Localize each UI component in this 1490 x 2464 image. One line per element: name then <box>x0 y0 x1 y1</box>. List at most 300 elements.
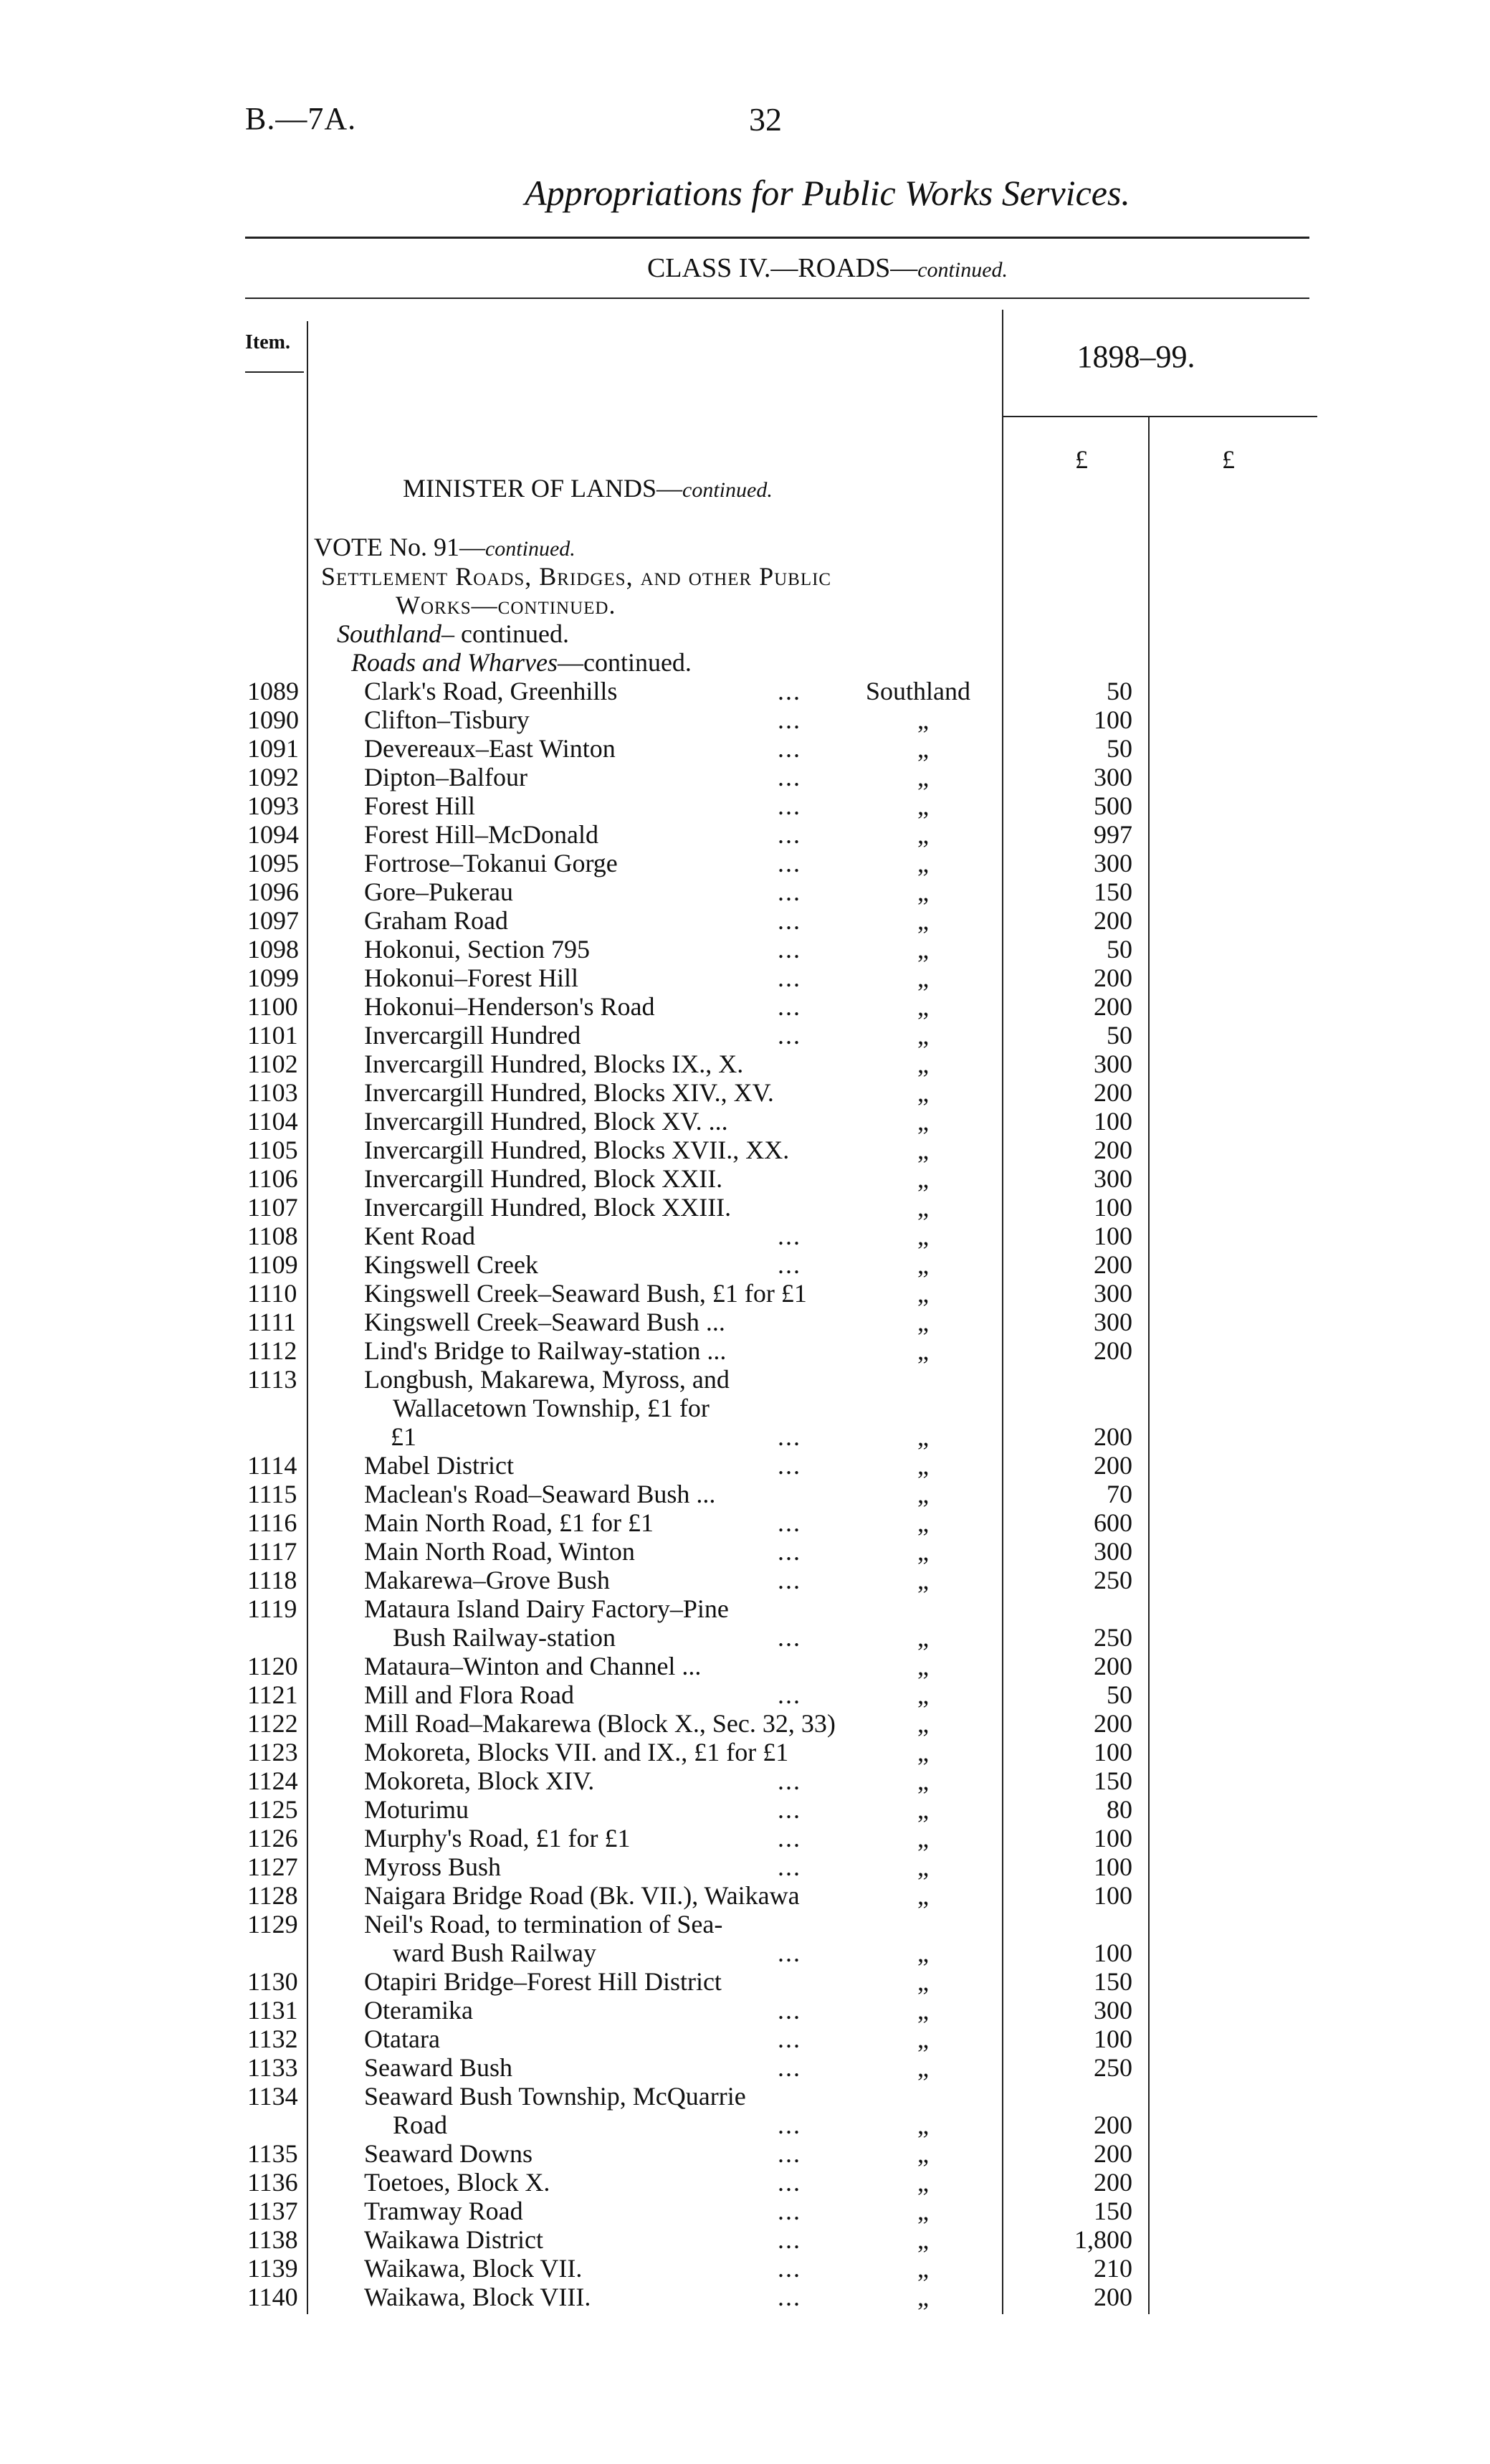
amount-value: 50 <box>1107 734 1132 763</box>
amount-value: 300 <box>1094 1308 1132 1336</box>
item-number: 1110 <box>247 1279 297 1308</box>
item-description-continuation: Road <box>393 2111 447 2139</box>
amount-value: 80 <box>1107 1795 1132 1824</box>
ditto-mark: „ <box>917 1996 929 2025</box>
row-values <box>0 1652 1490 1680</box>
minister-heading-suffix: continued. <box>682 478 773 502</box>
item-description: Kingswell Creek–Seaward Bush, £1 for £1 <box>364 1279 807 1308</box>
row-values <box>0 734 1490 763</box>
ditto-mark: „ <box>917 1222 929 1250</box>
row-values <box>0 1222 1490 1250</box>
item-number: 1136 <box>247 2168 298 2197</box>
row-values <box>0 1537 1490 1566</box>
amount-value: 100 <box>1094 705 1132 734</box>
item-number: 1126 <box>247 1824 298 1852</box>
amount-value: 200 <box>1094 1078 1132 1107</box>
item-description: Oteramika <box>364 1996 473 2025</box>
item-description: Naigara Bridge Road (Bk. VII.), Waikawa <box>364 1881 800 1910</box>
ditto-mark: „ <box>917 1852 929 1881</box>
row-values <box>0 1021 1490 1050</box>
item-description: Invercargill Hundred, Blocks XIV., XV. <box>364 1078 774 1107</box>
row-values <box>0 1451 1490 1480</box>
ditto-mark: „ <box>917 2053 929 2082</box>
amount-value: 150 <box>1094 1967 1132 1996</box>
row-values <box>0 877 1490 906</box>
district-name: Southland <box>337 619 442 648</box>
ditto-mark: „ <box>917 2111 929 2139</box>
item-number: 1096 <box>247 877 299 906</box>
leader-dots: ... <box>778 2111 801 2139</box>
row-values <box>0 1107 1490 1136</box>
ditto-mark: „ <box>917 1250 929 1279</box>
amount-value: 200 <box>1094 1136 1132 1164</box>
item-description: Hokonui, Section 795 <box>364 935 590 964</box>
class-title-main: CLASS IV.—ROADS— <box>646 253 918 283</box>
amount-value: 50 <box>1107 1680 1132 1709</box>
row-values <box>0 820 1490 849</box>
item-number: 1140 <box>247 2283 298 2311</box>
amount-value: 200 <box>1094 1336 1132 1365</box>
amount-value: 100 <box>1094 1881 1132 1910</box>
amount-value: 100 <box>1094 1193 1132 1222</box>
minister-heading-main: MINISTER OF LANDS— <box>403 474 683 503</box>
ditto-mark: „ <box>917 1164 929 1193</box>
amount-value: 997 <box>1094 820 1132 849</box>
amount-value: 100 <box>1094 1852 1132 1881</box>
leader-dots: ... <box>778 1766 801 1795</box>
amount-value: 70 <box>1107 1480 1132 1508</box>
table-row <box>0 1910 1490 1939</box>
class-title <box>0 252 1490 284</box>
ditto-mark: „ <box>917 791 929 820</box>
row-values <box>0 1795 1490 1824</box>
subsection-heading <box>351 648 692 677</box>
leader-dots: ... <box>778 2168 801 2197</box>
item-description: Graham Road <box>364 906 508 935</box>
amount-value: 300 <box>1094 1279 1132 1308</box>
ditto-mark: „ <box>917 1738 929 1766</box>
row-values <box>0 1939 1490 1967</box>
row-values <box>0 1136 1490 1164</box>
amount-value: 200 <box>1094 2168 1132 2197</box>
item-description: Kingswell Creek <box>364 1250 538 1279</box>
section-heading-line2: Works—continued. <box>396 591 616 619</box>
leader-dots: ... <box>778 1021 801 1050</box>
leader-dots: ... <box>778 849 801 877</box>
item-description-continuation: Wallacetown Township, £1 for <box>393 1394 710 1422</box>
amount-value: 50 <box>1107 935 1132 964</box>
item-number: 1120 <box>247 1652 298 1680</box>
ditto-mark: „ <box>917 849 929 877</box>
district-heading <box>337 619 569 648</box>
item-description: Devereaux–East Winton <box>364 734 616 763</box>
ditto-mark: „ <box>917 2225 929 2254</box>
row-values <box>0 1250 1490 1279</box>
row-values <box>0 1766 1490 1795</box>
row-values <box>0 964 1490 992</box>
item-description: Invercargill Hundred, Blocks IX., X. <box>364 1050 744 1078</box>
item-number: 1128 <box>247 1881 298 1910</box>
item-number: 1127 <box>247 1852 298 1881</box>
section-heading-line1: Settlement Roads, Bridges, and other Public <box>321 562 832 591</box>
page-number: 32 <box>749 101 782 138</box>
item-number: 1097 <box>247 906 299 935</box>
row-values <box>0 1164 1490 1193</box>
item-description-continuation: Bush Railway-station <box>393 1623 616 1652</box>
row-values <box>0 1279 1490 1308</box>
item-description: Invercargill Hundred, Block XXII. <box>364 1164 723 1193</box>
item-number: 1137 <box>247 2197 298 2225</box>
amount-value: 200 <box>1094 906 1132 935</box>
year-column-header: 1898–99. <box>1076 339 1195 374</box>
leader-dots: ... <box>778 763 801 791</box>
ditto-mark: „ <box>917 1537 929 1566</box>
item-description: Invercargill Hundred, Blocks XVII., XX. <box>364 1136 790 1164</box>
leader-dots: ... <box>778 1795 801 1824</box>
item-description: Longbush, Makarewa, Myross, and <box>364 1365 730 1394</box>
ditto-mark: „ <box>917 1795 929 1824</box>
item-number: 1124 <box>247 1766 298 1795</box>
item-number: 1135 <box>247 2139 298 2168</box>
ditto-mark: „ <box>917 964 929 992</box>
leader-dots: ... <box>778 935 801 964</box>
leader-dots: ... <box>778 906 801 935</box>
item-number: 1118 <box>247 1566 297 1594</box>
row-values <box>0 849 1490 877</box>
ditto-mark: „ <box>917 1680 929 1709</box>
row-values <box>0 2053 1490 2082</box>
item-number: 1090 <box>247 705 299 734</box>
subsection-suffix: —continued. <box>557 648 692 677</box>
row-values <box>0 1480 1490 1508</box>
item-number: 1108 <box>247 1222 298 1250</box>
item-number: 1138 <box>247 2225 298 2254</box>
item-description: Seaward Downs <box>364 2139 533 2168</box>
item-description: Main North Road, Winton <box>364 1537 635 1566</box>
row-values <box>0 1193 1490 1222</box>
leader-dots: ... <box>778 1824 801 1852</box>
row-values <box>0 1422 1490 1451</box>
amount-value: 300 <box>1094 849 1132 877</box>
row-values <box>0 2283 1490 2311</box>
ditto-mark: „ <box>917 2283 929 2311</box>
leader-dots: ... <box>778 2225 801 2254</box>
item-number: 1133 <box>247 2053 298 2082</box>
item-description: Murphy's Road, £1 for £1 <box>364 1824 631 1852</box>
amount-value: 100 <box>1094 1107 1132 1136</box>
minister-heading <box>403 473 773 503</box>
leader-dots: ... <box>778 877 801 906</box>
item-number: 1114 <box>247 1451 297 1480</box>
ditto-mark: „ <box>917 1451 929 1480</box>
item-description: Mill Road–Makarewa (Block X., Sec. 32, 33) <box>364 1709 836 1738</box>
ditto-mark: „ <box>917 1050 929 1078</box>
item-number: 1139 <box>247 2254 298 2283</box>
row-values <box>0 1852 1490 1881</box>
row-values <box>0 1996 1490 2025</box>
amount-value: 50 <box>1107 1021 1132 1050</box>
amount-value: 250 <box>1094 1566 1132 1594</box>
leader-dots: ... <box>778 2139 801 2168</box>
item-description: Fortrose–Tokanui Gorge <box>364 849 618 877</box>
leader-dots: ... <box>778 677 801 705</box>
amount-value: 150 <box>1094 877 1132 906</box>
document-reference: B.—7A. <box>245 101 357 136</box>
ditto-mark: „ <box>917 992 929 1021</box>
item-number: 1115 <box>247 1480 297 1508</box>
row-values <box>0 935 1490 964</box>
amount-value: 300 <box>1094 1050 1132 1078</box>
row-values <box>0 1050 1490 1078</box>
item-description: Mokoreta, Blocks VII. and IX., £1 for £1 <box>364 1738 789 1766</box>
leader-dots: ... <box>778 1222 801 1250</box>
row-values <box>0 677 1490 705</box>
leader-dots: ... <box>778 820 801 849</box>
item-number: 1122 <box>247 1709 298 1738</box>
leader-dots: ... <box>778 1566 801 1594</box>
leader-dots: ... <box>778 734 801 763</box>
item-description: Clifton–Tisbury <box>364 705 530 734</box>
amount-value: 100 <box>1094 1738 1132 1766</box>
item-description: Forest Hill <box>364 791 476 820</box>
item-description: Neil's Road, to termination of Sea- <box>364 1910 723 1939</box>
amount-value: 300 <box>1094 1996 1132 2025</box>
item-number: 1107 <box>247 1193 298 1222</box>
leader-dots: ... <box>778 992 801 1021</box>
amount-value: 300 <box>1094 1537 1132 1566</box>
item-description: Toetoes, Block X. <box>364 2168 550 2197</box>
item-number: 1116 <box>247 1508 297 1537</box>
row-values <box>0 1824 1490 1852</box>
class-rule <box>245 298 1309 299</box>
item-description: Invercargill Hundred <box>364 1021 581 1050</box>
row-values <box>0 2168 1490 2197</box>
amount-value: 200 <box>1094 2111 1132 2139</box>
top-rule <box>245 237 1309 239</box>
item-number: 1119 <box>247 1594 297 1623</box>
item-description: Mabel District <box>364 1451 514 1480</box>
item-description: Otapiri Bridge–Forest Hill District <box>364 1967 722 1996</box>
leader-dots: ... <box>778 1680 801 1709</box>
row-values <box>0 992 1490 1021</box>
item-number: 1101 <box>247 1021 298 1050</box>
item-number: 1091 <box>247 734 299 763</box>
item-number: 1099 <box>247 964 299 992</box>
item-number: 1121 <box>247 1680 298 1709</box>
ditto-mark: „ <box>917 763 929 791</box>
ditto-mark: „ <box>917 1766 929 1795</box>
item-description: Otatara <box>364 2025 440 2053</box>
row-values <box>0 763 1490 791</box>
ditto-mark: „ <box>917 1078 929 1107</box>
amount-value: 210 <box>1094 2254 1132 2283</box>
leader-dots: ... <box>778 2197 801 2225</box>
item-description-continuation: £1 <box>391 1422 416 1451</box>
ditto-mark: „ <box>917 1824 929 1852</box>
item-description: Hokonui–Henderson's Road <box>364 992 655 1021</box>
amount-value: 100 <box>1094 1824 1132 1852</box>
row-values <box>0 1078 1490 1107</box>
ditto-mark: „ <box>917 2254 929 2283</box>
leader-dots: ... <box>778 1508 801 1537</box>
leader-dots: ... <box>778 705 801 734</box>
item-description: Lind's Bridge to Railway-station ... <box>364 1336 727 1365</box>
ditto-mark: „ <box>917 1193 929 1222</box>
ditto-mark: „ <box>917 1480 929 1508</box>
item-description: Mataura–Winton and Channel ... <box>364 1652 702 1680</box>
item-description: Maclean's Road–Seaward Bush ... <box>364 1480 716 1508</box>
item-description: Kingswell Creek–Seaward Bush ... <box>364 1308 725 1336</box>
leader-dots: ... <box>778 1422 801 1451</box>
row-values <box>0 2111 1490 2139</box>
ditto-mark: „ <box>917 935 929 964</box>
amount-value: 100 <box>1094 1222 1132 1250</box>
leader-dots: ... <box>778 964 801 992</box>
item-description: Seaward Bush Township, McQuarrie <box>364 2082 746 2111</box>
item-number: 1102 <box>247 1050 298 1078</box>
item-description-continuation: ward Bush Railway <box>393 1939 596 1967</box>
item-number: 1111 <box>247 1308 296 1336</box>
item-description: Seaward Bush <box>364 2053 512 2082</box>
item-description: Invercargill Hundred, Block XV. ... <box>364 1107 728 1136</box>
item-number: 1106 <box>247 1164 298 1193</box>
row-values <box>0 1967 1490 1996</box>
row-values <box>0 2025 1490 2053</box>
pound-sign-left: £ <box>1075 445 1088 474</box>
ditto-mark: „ <box>917 877 929 906</box>
item-description: Kent Road <box>364 1222 475 1250</box>
row-values <box>0 1709 1490 1738</box>
amount-value: 250 <box>1094 1623 1132 1652</box>
item-number: 1094 <box>247 820 299 849</box>
amount-value: 1,800 <box>1074 2225 1132 2254</box>
ditto-mark: „ <box>917 1422 929 1451</box>
row-values <box>0 1508 1490 1537</box>
item-number: 1117 <box>247 1537 297 1566</box>
item-number: 1130 <box>247 1967 298 1996</box>
amount-value: 100 <box>1094 2025 1132 2053</box>
item-number: 1125 <box>247 1795 298 1824</box>
item-description: Gore–Pukerau <box>364 877 513 906</box>
item-number: 1113 <box>247 1365 297 1394</box>
ditto-mark: „ <box>917 1508 929 1537</box>
row-values <box>0 1336 1490 1365</box>
row-values <box>0 2197 1490 2225</box>
amount-value: 200 <box>1094 2139 1132 2168</box>
row-values <box>0 1738 1490 1766</box>
ditto-mark: „ <box>917 1021 929 1050</box>
item-description: Invercargill Hundred, Block XXIII. <box>364 1193 732 1222</box>
item-number: 1131 <box>247 1996 298 2025</box>
item-description: Clark's Road, Greenhills <box>364 677 618 705</box>
class-title-suffix: continued. <box>917 258 1008 282</box>
amount-value: 100 <box>1094 1939 1132 1967</box>
amount-value: 200 <box>1094 992 1132 1021</box>
row-values <box>0 1680 1490 1709</box>
item-column-header: Item. <box>245 331 290 353</box>
row-values <box>0 791 1490 820</box>
ditto-mark: „ <box>917 1308 929 1336</box>
ditto-mark: „ <box>917 1652 929 1680</box>
item-description: Hokonui–Forest Hill <box>364 964 579 992</box>
amount-value: 200 <box>1094 2283 1132 2311</box>
item-number: 1092 <box>247 763 299 791</box>
row-values <box>0 1623 1490 1652</box>
item-description: Waikawa, Block VIII. <box>364 2283 591 2311</box>
row-values <box>0 1881 1490 1910</box>
amount-value: 200 <box>1094 1652 1132 1680</box>
row-values <box>0 2225 1490 2254</box>
amount-value: 150 <box>1094 2197 1132 2225</box>
item-number: 1100 <box>247 992 298 1021</box>
district-label: Southland <box>866 677 971 705</box>
leader-dots: ... <box>778 1451 801 1480</box>
ditto-mark: „ <box>917 1566 929 1594</box>
leader-dots: ... <box>778 1939 801 1967</box>
pound-sign-right: £ <box>1222 445 1235 474</box>
vote-heading-suffix: continued. <box>484 537 576 561</box>
row-values <box>0 705 1490 734</box>
ditto-mark: „ <box>917 1881 929 1910</box>
ditto-mark: „ <box>917 705 929 734</box>
table-row <box>0 1594 1490 1623</box>
item-number: 1095 <box>247 849 299 877</box>
amount-value: 250 <box>1094 2053 1132 2082</box>
page-title: Appropriations for Public Works Services. <box>525 173 1130 213</box>
item-number: 1103 <box>247 1078 298 1107</box>
item-description: Myross Bush <box>364 1852 502 1881</box>
vote-heading-main: VOTE No. 91— <box>314 533 485 561</box>
leader-dots: ... <box>778 1623 801 1652</box>
ditto-mark: „ <box>917 734 929 763</box>
ditto-mark: „ <box>917 2168 929 2197</box>
item-description: Forest Hill–McDonald <box>364 820 598 849</box>
item-number: 1132 <box>247 2025 298 2053</box>
amount-value: 600 <box>1094 1508 1132 1537</box>
ditto-mark: „ <box>917 1107 929 1136</box>
item-number: 1104 <box>247 1107 298 1136</box>
row-values <box>0 1308 1490 1336</box>
amount-value: 300 <box>1094 1164 1132 1193</box>
item-number: 1109 <box>247 1250 298 1279</box>
leader-dots: ... <box>778 2053 801 2082</box>
item-description: Makarewa–Grove Bush <box>364 1566 610 1594</box>
ditto-mark: „ <box>917 2139 929 2168</box>
item-description: Tramway Road <box>364 2197 523 2225</box>
amount-value: 200 <box>1094 964 1132 992</box>
item-description: Mataura Island Dairy Factory–Pine <box>364 1594 729 1623</box>
amount-value: 300 <box>1094 763 1132 791</box>
table-row <box>0 2082 1490 2111</box>
item-number: 1105 <box>247 1136 298 1164</box>
ditto-mark: „ <box>917 1967 929 1996</box>
item-description: Mokoreta, Block XIV. <box>364 1766 595 1795</box>
leader-dots: ... <box>778 1537 801 1566</box>
leader-dots: ... <box>778 2283 801 2311</box>
leader-dots: ... <box>778 2025 801 2053</box>
item-description: Dipton–Balfour <box>364 763 527 791</box>
ditto-mark: „ <box>917 906 929 935</box>
item-description: Main North Road, £1 for £1 <box>364 1508 654 1537</box>
ditto-mark: „ <box>917 1136 929 1164</box>
ditto-mark: „ <box>917 1623 929 1652</box>
ditto-mark: „ <box>917 1279 929 1308</box>
item-number: 1112 <box>247 1336 297 1365</box>
amount-value: 200 <box>1094 1250 1132 1279</box>
amount-value: 200 <box>1094 1709 1132 1738</box>
leader-dots: ... <box>778 791 801 820</box>
item-number: 1089 <box>247 677 299 705</box>
